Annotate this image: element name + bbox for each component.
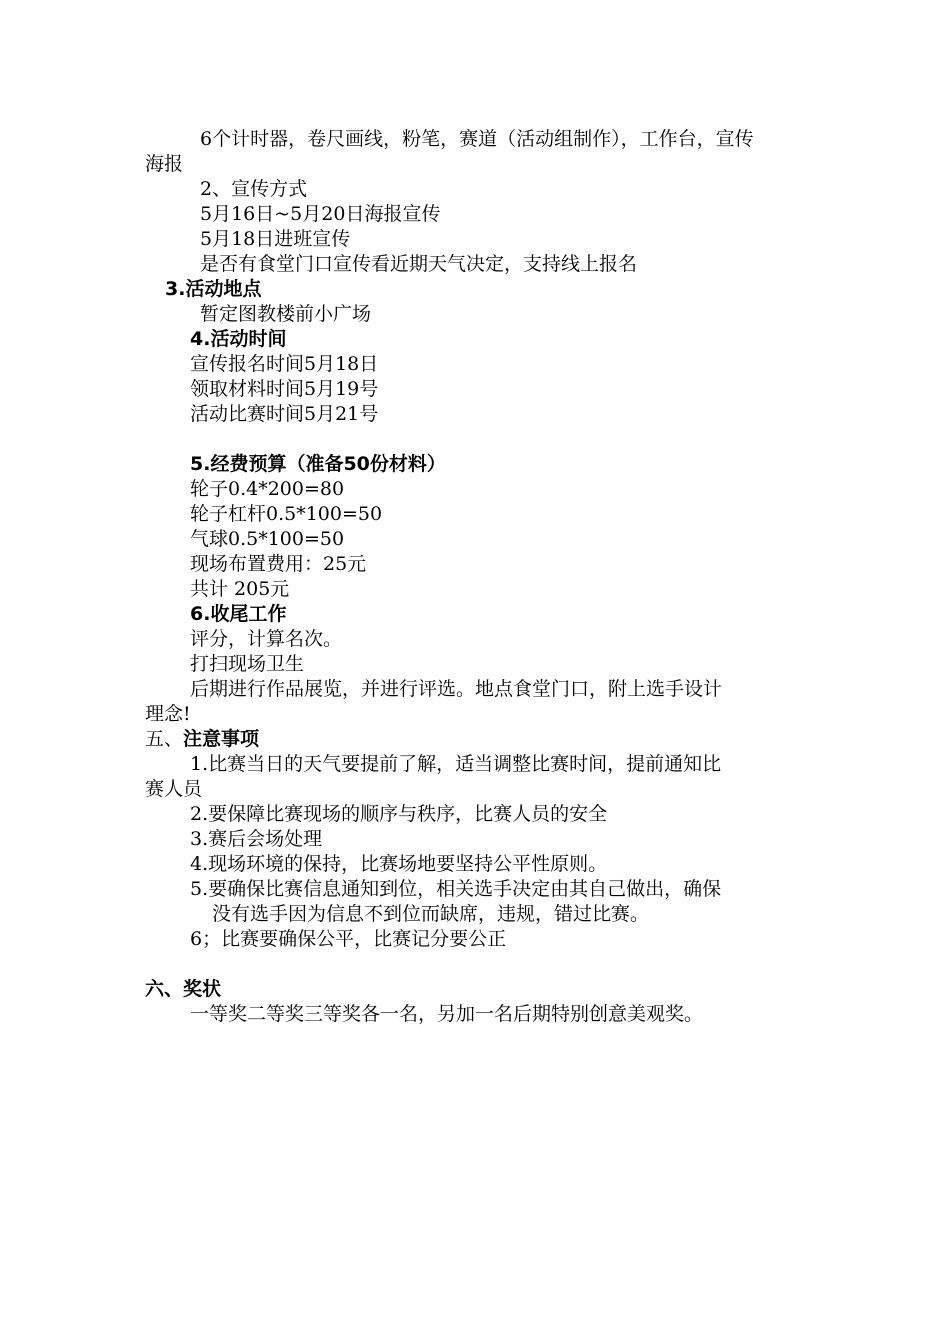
materials-line-continued: 海报 — [145, 153, 184, 175]
publicity-heading: 2、宣传方式 — [200, 178, 308, 200]
notes-item: 6；比赛要确保公平，比赛记分要公正 — [190, 928, 507, 950]
notes-heading — [145, 727, 259, 752]
location-text: 暂定图教楼前小广场 — [200, 303, 372, 325]
notes-item-continued: 赛人员 — [145, 778, 203, 800]
budget-item: 轮子0.4*200=80 — [190, 478, 345, 500]
materials-line: 6个计时器，卷尺画线，粉笔，赛道（活动组制作），工作台，宣传 — [200, 128, 754, 150]
publicity-item: 是否有食堂门口宣传看近期天气决定，支持线上报名 — [200, 253, 638, 275]
publicity-item: 5月18日进班宣传 — [200, 228, 351, 250]
wrapup-exhibit: 后期进行作品展览，并进行评选。地点食堂门口，附上选手设计 — [190, 678, 723, 700]
time-heading: 4.活动时间 — [190, 328, 287, 350]
wrapup-exhibit-continued: 理念! — [145, 703, 191, 725]
time-item: 宣传报名时间5月18日 — [190, 353, 379, 375]
notes-item: 2.要保障比赛现场的顺序与秩序，比赛人员的安全 — [190, 803, 608, 825]
notes-heading-number: 五、 — [145, 728, 184, 750]
budget-item: 气球0.5*100=50 — [190, 528, 345, 550]
awards-heading: 六、奖状 — [145, 978, 222, 1000]
budget-item: 轮子杠杆0.5*100=50 — [190, 503, 383, 525]
awards-text: 一等奖二等奖三等奖各一名，另加一名后期特别创意美观奖。 — [190, 1003, 704, 1025]
time-item: 活动比赛时间5月21号 — [190, 403, 379, 425]
time-item: 领取材料时间5月19号 — [190, 378, 379, 400]
location-heading: 3.活动地点 — [165, 278, 262, 300]
wrapup-heading: 6.收尾工作 — [190, 603, 287, 625]
notes-heading-text: 注意事项 — [183, 728, 260, 750]
notes-item-continued: 没有选手因为信息不到位而缺席，违规，错过比赛。 — [212, 903, 650, 925]
notes-item: 5.要确保比赛信息通知到位，相关选手决定由其自己做出，确保 — [190, 878, 722, 900]
notes-item: 1.比赛当日的天气要提前了解，适当调整比赛时间，提前通知比 — [190, 753, 722, 775]
publicity-item: 5月16日~5月20日海报宣传 — [200, 203, 441, 225]
budget-item: 现场布置费用：25元 — [190, 553, 367, 575]
wrapup-item: 打扫现场卫生 — [190, 653, 305, 675]
budget-total: 共计 205元 — [190, 578, 290, 600]
wrapup-item: 评分，计算名次。 — [190, 628, 343, 650]
notes-item: 4.现场环境的保持，比赛场地要坚持公平性原则。 — [190, 853, 608, 875]
notes-item: 3.赛后会场处理 — [190, 828, 323, 850]
budget-heading: 5.经费预算（准备50份材料） — [190, 453, 446, 475]
